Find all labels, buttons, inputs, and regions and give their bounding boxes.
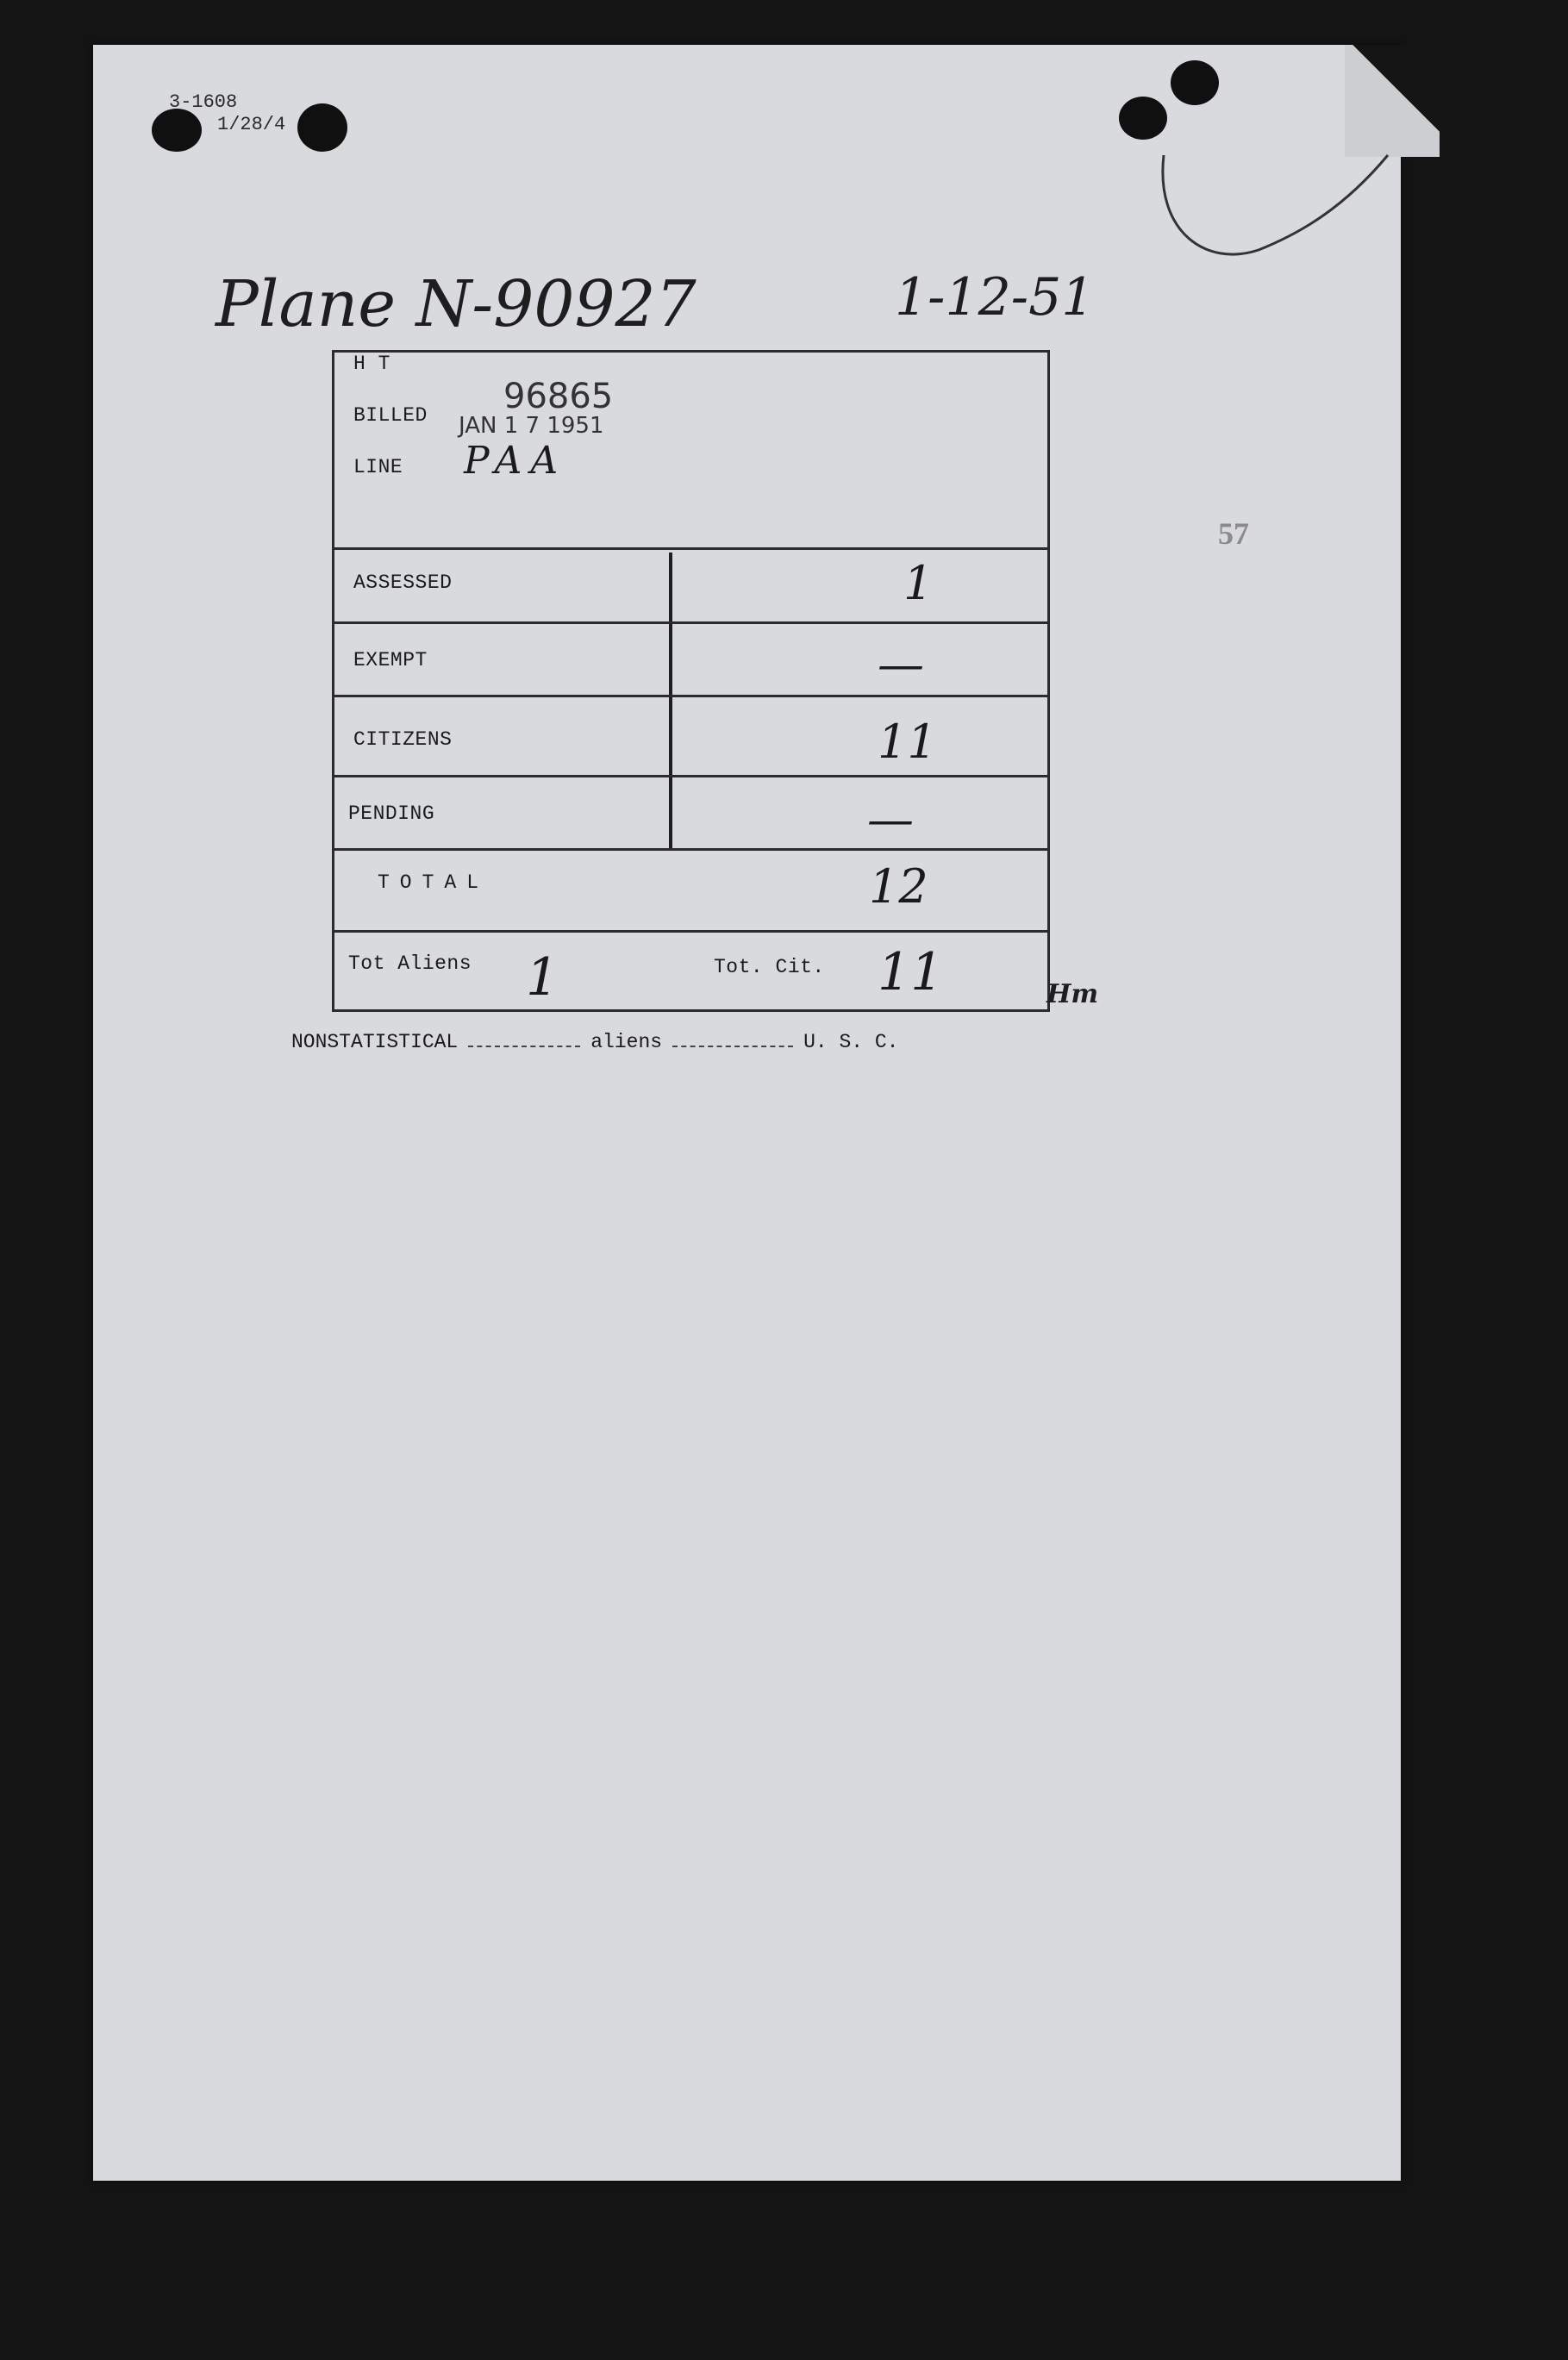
total-label: TOTAL xyxy=(378,871,490,894)
punch-hole xyxy=(297,103,347,152)
ht-label: H T xyxy=(353,353,390,375)
pending-value: — xyxy=(867,792,914,846)
line-value: PAA xyxy=(464,439,567,483)
tot-aliens-value: 1 xyxy=(526,947,559,1008)
line-label: LINE xyxy=(353,456,403,478)
nonstatistical-label: NONSTATISTICAL xyxy=(291,1031,459,1053)
page-number: 57 xyxy=(1218,516,1249,551)
tot-aliens-label: Tot Aliens xyxy=(348,952,472,975)
punch-hole xyxy=(1171,60,1219,105)
blank-line xyxy=(468,1046,580,1047)
exempt-label: EXEMPT xyxy=(353,649,428,671)
pending-label: PENDING xyxy=(348,802,435,825)
handwritten-title: Plane N-90927 xyxy=(216,267,697,341)
nonstatistical-line xyxy=(291,1031,898,1053)
divider xyxy=(334,695,1047,697)
usc-label: U. S. C. xyxy=(803,1031,899,1053)
blank-line xyxy=(672,1046,793,1047)
billed-number: 96865 xyxy=(503,377,614,416)
divider xyxy=(334,547,1047,550)
billed-label: BILLED xyxy=(353,404,428,427)
divider xyxy=(334,848,1047,851)
assessed-label: ASSESSED xyxy=(353,571,453,594)
divider xyxy=(334,621,1047,624)
divider xyxy=(334,775,1047,777)
handwritten-date: 1-12-51 xyxy=(895,267,1095,328)
manifest-tally-form xyxy=(332,350,1050,1012)
corner-date: 1/28/4 xyxy=(217,114,286,135)
initials: Hm xyxy=(1046,979,1099,1009)
exempt-value: — xyxy=(878,637,924,691)
total-value: 12 xyxy=(869,859,928,914)
citizens-label: CITIZENS xyxy=(353,728,453,751)
column-divider xyxy=(669,553,672,850)
citizens-value: 11 xyxy=(878,715,937,769)
corner-code: 3-1608 xyxy=(169,91,238,113)
tot-cit-label: Tot. Cit. xyxy=(714,956,825,978)
aliens-label: aliens xyxy=(590,1031,663,1053)
assessed-value: 1 xyxy=(903,556,934,610)
tot-cit-value: 11 xyxy=(878,942,944,1002)
pencil-mark xyxy=(1155,112,1396,267)
punch-hole xyxy=(152,109,202,152)
divider xyxy=(334,930,1047,933)
billed-date-stamp: JAN 1 7 1951 xyxy=(459,413,604,439)
